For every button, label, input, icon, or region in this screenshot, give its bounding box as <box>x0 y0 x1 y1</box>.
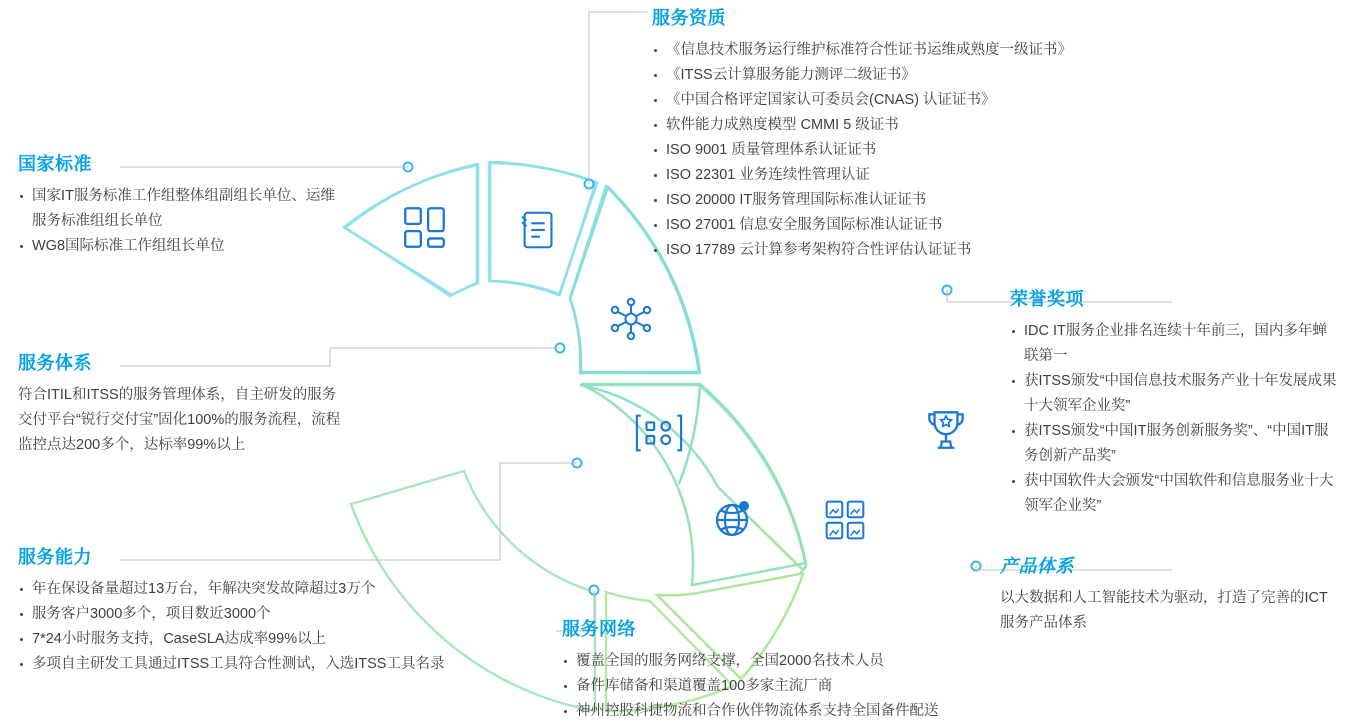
list-item: 《中国合格评定国家认可委员会(CNAS) 认证证书》 <box>652 88 1072 113</box>
list-item: ISO 22301 业务连续性管理认证 <box>652 163 1072 188</box>
block-service-network <box>562 615 1062 724</box>
block-honor-awards <box>1010 285 1340 519</box>
list-item: 《信息技术服务运行维护标准符合性证书运维成熟度一级证书》 <box>652 38 1072 63</box>
certificate-document-icon <box>516 207 562 253</box>
block-service-capability <box>18 543 538 677</box>
list-item: ISO 17789 云计算参考架构符合性评估认证证书 <box>652 238 1072 263</box>
list-item: IDC IT服务企业排名连续十年前三，国内多年蝉联第一 <box>1010 319 1340 369</box>
list-item: 软件能力成熟度模型 CMMI 5 级证书 <box>652 113 1072 138</box>
globe-network-icon <box>709 495 757 543</box>
block-title-service-network: 服务网络 <box>562 619 636 639</box>
list-item: 神州控股科捷物流和合作伙伴物流体系支持全国备件配送 <box>562 699 1062 724</box>
block-title-honor-awards: 荣誉奖项 <box>1010 289 1084 309</box>
list-item: ISO 9001 质量管理体系认证证书 <box>652 138 1072 163</box>
block-title-service-system: 服务体系 <box>18 353 92 373</box>
list-item: ISO 27001 信息安全服务国际标准认证证书 <box>652 213 1072 238</box>
photo-frames-icon <box>823 498 867 542</box>
list-service-qualification <box>652 38 1072 263</box>
dashboard-blocks-icon <box>400 203 450 253</box>
list-national-standard <box>18 184 348 259</box>
connector-dot <box>943 286 952 295</box>
list-item: 获ITSS颁发“中国信息技术服务产业十年发展成果十大领军企业奖” <box>1010 369 1340 419</box>
list-service-capability <box>18 577 538 677</box>
list-item: 多项自主研发工具通过ITSS工具符合性测试，入选ITSS工具名录 <box>18 652 538 677</box>
block-title-product-system: 产品体系 <box>1000 556 1074 576</box>
molecule-network-icon <box>607 295 655 343</box>
paragraph-product-system: 以大数据和人工智能技术为驱动，打造了完善的ICT服务产品体系 <box>1000 590 1328 631</box>
block-title-national-standard: 国家标准 <box>18 154 92 174</box>
list-item: 《ITSS云计算服务能力测评二级证书》 <box>652 63 1072 88</box>
block-service-system <box>18 349 348 458</box>
connector-dot <box>573 459 582 468</box>
list-item: 备件库储备和渠道覆盖100多家主流厂商 <box>562 674 1062 699</box>
block-national-standard <box>18 150 348 259</box>
connector-dot <box>590 586 599 595</box>
connector-dot <box>972 562 981 571</box>
list-item: 国家IT服务标准工作组整体组副组长单位、运维服务标准组组长单位 <box>18 184 348 234</box>
block-service-qualification <box>652 4 1072 263</box>
list-item: 获中国软件大会颁发“中国软件和信息服务业十大领军企业奖” <box>1010 469 1340 519</box>
list-item: 获ITSS颁发“中国IT服务创新服务奖”、“中国IT服务创新产品奖” <box>1010 419 1340 469</box>
list-item: 覆盖全国的服务网络支撑，全国2000名技术人员 <box>562 649 1062 674</box>
paragraph-service-system: 符合ITIL和ITSS的服务管理体系，自主研发的服务交付平台“锐行交付宝”固化100%的服务流程，流程监控点达200多个，达标率99%以上 <box>18 387 341 453</box>
trophy-badge-icon <box>921 405 971 455</box>
connector-dot <box>404 163 413 172</box>
list-item: WG8国际标准工作组组长单位 <box>18 234 348 259</box>
connector-dot <box>585 180 594 189</box>
connector-dot <box>556 344 565 353</box>
block-title-service-capability: 服务能力 <box>18 547 92 567</box>
block-title-service-qualification: 服务资质 <box>652 8 726 28</box>
list-item: 年在保设备量超过13万台，年解决突发故障超过3万个 <box>18 577 538 602</box>
list-service-network <box>562 649 1062 724</box>
list-honor-awards <box>1010 319 1340 519</box>
list-item: ISO 20000 IT服务管理国际标准认证证书 <box>652 188 1072 213</box>
list-item: 7*24小时服务支持，CaseSLA达成率99%以上 <box>18 627 538 652</box>
qr-grid-icon <box>634 411 684 455</box>
list-item: 服务客户3000多个，项目数近3000个 <box>18 602 538 627</box>
